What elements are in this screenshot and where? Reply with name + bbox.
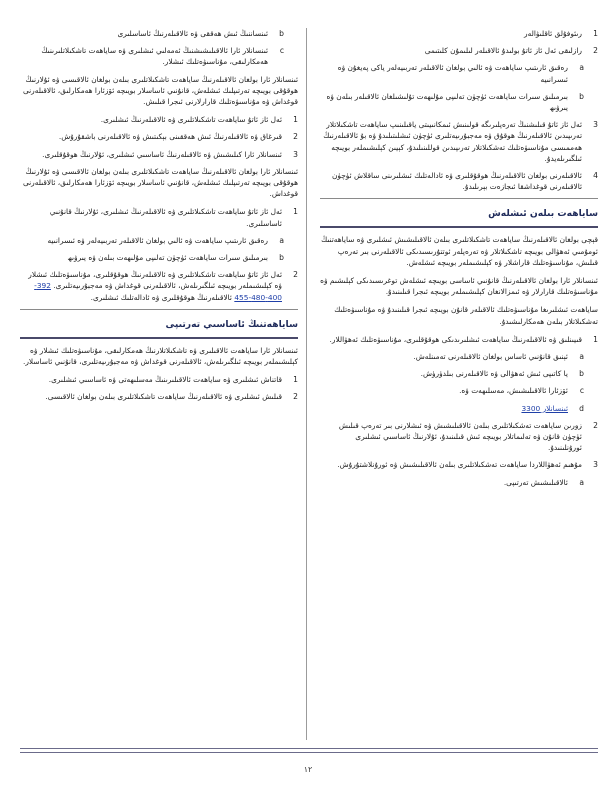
list-item-text: قاتناش ئىشلىرى ۋە ساياھەت ئالاقىلىرىنىڭ مەسلىھەتى ۋە ئاساسىي ئىشلىرى. <box>48 375 282 385</box>
list-marker: d <box>579 403 584 413</box>
paragraph: ساياھەت ئىشلىرىغا مۇناسىۋەتلىك ئالاقىلەر قانۇن بويىچە ئىجرا قىلىنىدۇ ۋە مۇناسىۋەتلىك تەشكىلاتلار بىلەن ھەمكارلىشىدۇ. <box>334 305 598 326</box>
list-marker: c <box>279 46 284 56</box>
list-item-text: قىرغاق ۋە ئالاقىلەرنىڭ ئىش ھەققىنى بېكىتىش ۋە ئالاقىلەرنى باشقۇرۇش. <box>58 132 282 142</box>
section-rule <box>320 198 598 199</box>
list-item <box>20 206 298 228</box>
list-marker: 1 <box>593 334 598 344</box>
list-item-text: ئەل ئاز ئاتۇ قىلىشنىڭ تەرەپلىرىگە قولىنىش ئىمكانىيىتى ياقىلىنىپ ساياھەت تاشكىلاتلار تەرىپىدىن ئالاقىلەرنىڭ ھوقۇق ۋە مەجبۇرىيەتلىرى ئۈچۈن ئىشلىتىلىدۇ ۋە بۇ ئالاقىلەرنىڭ ھەممىسى مۇناسىۋەتلىك تەشكىلاتلار تەرىپىدىن قوللىنىلىدۇ، كېيىن كېلىشىملەر بويىچە ئىلگىرىلەيدۇ. <box>323 120 582 163</box>
list-item <box>20 391 298 402</box>
list-item-text: ئىنساننىڭ ئىش ھەققى ۋە ئالاقىلەرنىڭ ئاساسلىرى <box>117 29 268 38</box>
sub-list-item <box>20 252 284 263</box>
sub-list-item <box>320 385 584 396</box>
list-item <box>320 119 598 164</box>
list-item <box>20 114 298 125</box>
list-item <box>320 334 598 345</box>
sub-list-item <box>20 28 284 39</box>
sub-list-item <box>20 45 284 67</box>
list-item-text: رازلىقى ئەل ئاز ئاتۇ بولىدۇ ئالاقىلەر لىلىمۇن كلىتىمى <box>424 46 582 56</box>
reference-link[interactable]: ئىنسانلار 3300 <box>521 403 568 413</box>
list-item <box>20 269 298 303</box>
column-divider <box>306 28 307 740</box>
list-marker: 3 <box>593 120 598 130</box>
list-item-text <box>20 269 282 303</box>
section-heading: ساياھەتنىڭ ئاساسىي تەرتىپى <box>165 318 298 330</box>
list-marker: 1 <box>293 115 298 125</box>
list-item-text: زورىن ساياھەت تەشكىلاتلىرى بىلەن ئالاقىلىشىش ۋە ئىشلارنى بىر تەرەپ قىلىش ئۈچۈن قانۇن ۋە تەلىماتلار بويىچە ئىش قىلىنىدۇ، ئۇلارنىڭ ئاساسىي ئىشلىرى ئورۇنلىنىدۇ. <box>338 420 582 453</box>
list-item <box>320 170 598 192</box>
list-marker: 2 <box>593 46 598 56</box>
left-column <box>20 28 298 409</box>
paragraph: قېچى بولغان ئالاقىلەرنىڭ ساياھەت تاشكىلاتلىرى بىلەن ئالاقىلىشىش ئىشلىرى ۋە ساياھەتنىڭ ئومۇمىي ئەھۋالى بويىچە تاشكىلاتلار ۋە تەرەپلەر ئوتتۇرىسىدىكى ئالاقىلەرنى بىر تەرەپ قىلىش، مۇناسىۋەتلىك قاراشلار ۋە كېلىشىملەر بويىچە ئىشلەش. <box>321 235 598 267</box>
list-item-text: ئىنسانلار ئارا ئالاقىلىشىشنىڭ ئەمەلىي ئىشلىرى ۋە ساياھەت تاشكىلاتلىرىنىڭ ھەمكارلىقى، مۇناسىۋەتلىك ئىشلار. <box>41 46 268 67</box>
footer-rule-thin <box>20 752 598 753</box>
list-item-text: رەقىق ئارىتىپ ساياھەت ۋە ئالىي بولغان ئالاقىلەر تەربىيەلەر ۋە ئىسرانىيە <box>47 235 268 245</box>
list-marker: a <box>579 477 584 487</box>
list-item-text: بىرمىلىق سىرات ساياھەت ئۈچۈن تەلىپى مۇلىھەت تۇلىشىلغان ئالاقىلەر بىلەن ۋە يىرۋىھ <box>326 91 568 113</box>
list-marker: 2 <box>293 132 298 142</box>
list-marker: c <box>579 386 584 396</box>
paragraph: ئىنسانلار ئارا بولغان ئالاقىلەرنىڭ قانۇنىي ئاساسى بويىچە ئىشلەش توغرىسىدىكى كېلىشىم ۋە مۇناسىۋەتلىك قارارلار ۋە ئىمزالانغان كېلىشىملەر بويىچە ئىجرا قىلىنىدۇ. <box>320 276 598 297</box>
sub-list-item <box>320 368 584 379</box>
sub-list-item <box>320 62 584 84</box>
list-marker: a <box>279 235 284 245</box>
right-column <box>320 28 598 494</box>
list-item-text: ئۆزئارا ئالاقىلىشىش، مەسلىھەت ۋە. <box>459 386 568 396</box>
list-item-text: قىيىنلىق ۋە ئالاقىلەرنىڭ ساياھەت ئىشلىرىدىكى ھوقۇقلىرى، مۇناسىۋەتلىك ئەھۋاللار. <box>329 334 582 344</box>
section-rule <box>20 337 298 339</box>
list-item-text: يا كاتىپى ئىش ئەھۋالى ۋە ئالاقىلەرنى بىلدۈرۈش. <box>420 369 568 379</box>
list-marker: 2 <box>593 420 598 430</box>
footer-rule <box>20 748 598 749</box>
sub-list-item <box>320 351 584 362</box>
list-marker: 2 <box>293 392 298 402</box>
list-item-text-part: ئەل ئاز ئاتۇ ساياھەت تاشكىلاتلىرى ۋە ئالاقىلەرنىڭ ھوقۇقلىرى، مۇناسىۋەتلىك ئىشلار ۋە كېلىشىملەر بويىچە ئىلگىرىلەش، ئالاقىلەرنى قوغداش ۋە مەجبۇرىيەتلىرى. <box>28 270 282 291</box>
list-item <box>320 459 598 470</box>
list-marker: a <box>579 63 584 73</box>
list-item-text: رەقىق ئارىتىپ ساياھەت ۋە ئالىي بولغان ئالاقىلەر تەربىيەلەر ياكى پەيغۇن ۋە ئىسرانىيە <box>337 63 568 84</box>
sub-list-item <box>320 477 584 488</box>
list-item-text: ئالاقىلىشىش تەرتىپى. <box>503 477 568 487</box>
list-marker: b <box>279 29 284 38</box>
list-marker: b <box>579 369 584 379</box>
section-rule <box>320 226 598 228</box>
list-item-text: قىلىش ئىشلىرى ۋە ئالاقىلەرنىڭ ساياھەت تاشكىلاتلىرى بىلەن بولغان ئالاقىسى. <box>45 392 282 402</box>
list-marker: 3 <box>593 460 598 470</box>
list-item-text: ئېنىق قانۇنىي ئاساس بولغان ئالاقىلەرنى تەمىنلەش. <box>413 352 568 362</box>
paragraph: ئىنسانلار ئارا بولغان ئالاقىلەرنىڭ ساياھەت تاشكىلاتلىرى بىلەن بولغان ئالاقىسى ۋە ئۇلارنىڭ ھوقۇقى بويىچە تەرتىپلىك ئىشلەش، قانۇنىي ئاساسلار بويىچە ئۆزئارا ھەمكارلىق، ئالاقىلەرنى قوغداش. <box>22 166 298 199</box>
list-marker: 1 <box>593 29 598 38</box>
list-item-text <box>320 403 568 414</box>
list-marker: b <box>579 91 584 101</box>
sub-list-item <box>320 403 584 414</box>
section-rule <box>20 309 298 310</box>
list-item-text: رىئوفۇلق ئاقلىۋالەر <box>524 29 582 38</box>
page-number: ١٢ <box>303 765 313 774</box>
sub-list-item <box>320 91 584 113</box>
list-item-text: مۇھىم ئەھۋاللاردا ساياھەت تەشكىلاتلىرى بىلەن ئالاقىلىشىش ۋە ئورۇنلاشتۇرۇش. <box>337 460 582 470</box>
list-item <box>320 420 598 454</box>
list-item-text: ئىنسانلار ئارا كىلىشىش ۋە ئالاقىلەرنىڭ ئاساسىي ئىشلىرى، ئۇلارنىڭ ھوقۇقلىرى. <box>42 149 282 159</box>
sub-list-item <box>20 235 284 246</box>
list-item-text: بىرمىلىق سىرات ساياھەت ئۈچۈن تەلىپى مۇلىھەت بىلەن ۋە يىرۋىھ <box>67 253 268 263</box>
list-item <box>20 131 298 142</box>
list-marker: 3 <box>293 149 298 159</box>
reference-link[interactable]: 392-400-480-455 <box>34 281 282 302</box>
list-item-text: ئەل ئاز ئاتۇ ساياھەت تاشكىلاتلىرى ۋە ئالاقىلەرنىڭ ئىشلىرى. <box>100 115 282 125</box>
list-item <box>20 149 298 160</box>
list-item-text-tail: ئالاقىلەرنىڭ ھوقۇقلىرى ۋە ئادالەتلىك ئىشلىرى. <box>90 292 232 302</box>
list-item <box>320 28 598 39</box>
list-marker: b <box>279 253 284 263</box>
list-item-text: ئالاقىلەرنى بولغان ئالاقىلەرنىڭ ھوقۇقلىرى ۋە ئادالەتلىك ئىشلىرىنى ساقلاش ئۈچۈن ئالاقىلەرنى قوغداشقا ئىجازەت بېرىلىدۇ. <box>331 171 582 192</box>
list-item-text: ئەل ئاز ئاتۇ ساياھەت تاشكىلاتلىرى ۋە ئالاقىلەرنىڭ ئىشلىرى، ئۇلارنىڭ قانۇنىي ئاساسلىرى. <box>49 207 282 228</box>
list-item <box>20 374 298 385</box>
list-item <box>320 45 598 56</box>
list-marker: 1 <box>293 207 298 217</box>
list-marker: 1 <box>293 375 298 385</box>
list-marker: 4 <box>593 171 598 181</box>
paragraph: ئىنسانلار ئارا ساياھەت ئالاقىلىرى ۋە تاشكىلاتلارنىڭ ھەمكارلىقى، مۇناسىۋەتلىك ئىشلار ۋە كېلىشىملەر بويىچە ئىلگىرىلەش، ئالاقىلەرنى قوغداش ۋە مەجبۇرىيەتلىرى، قانۇنىي ئاساسلار. <box>23 345 298 367</box>
list-marker: 2 <box>293 270 298 280</box>
list-marker: a <box>579 352 584 362</box>
section-heading: ساياھەت بىلەن ئىشلەش <box>488 208 598 220</box>
paragraph: ئىنسانلار ئارا بولغان ئالاقىلەرنىڭ ساياھەت تاشكىلاتلىرى بىلەن بولغان ئالاقىسى ۋە ئۇلارنىڭ ھوقۇقى بويىچە تەرتىپلىك ئىشلەش، قانۇنىي ئاساسلار بويىچە ئۆزئارا ھەمكارلىق، ئالاقىلەرنى قوغداش ۋە مۇناسىۋەتلىك قارارلارنى ئىجرا قىلىش. <box>22 74 298 107</box>
